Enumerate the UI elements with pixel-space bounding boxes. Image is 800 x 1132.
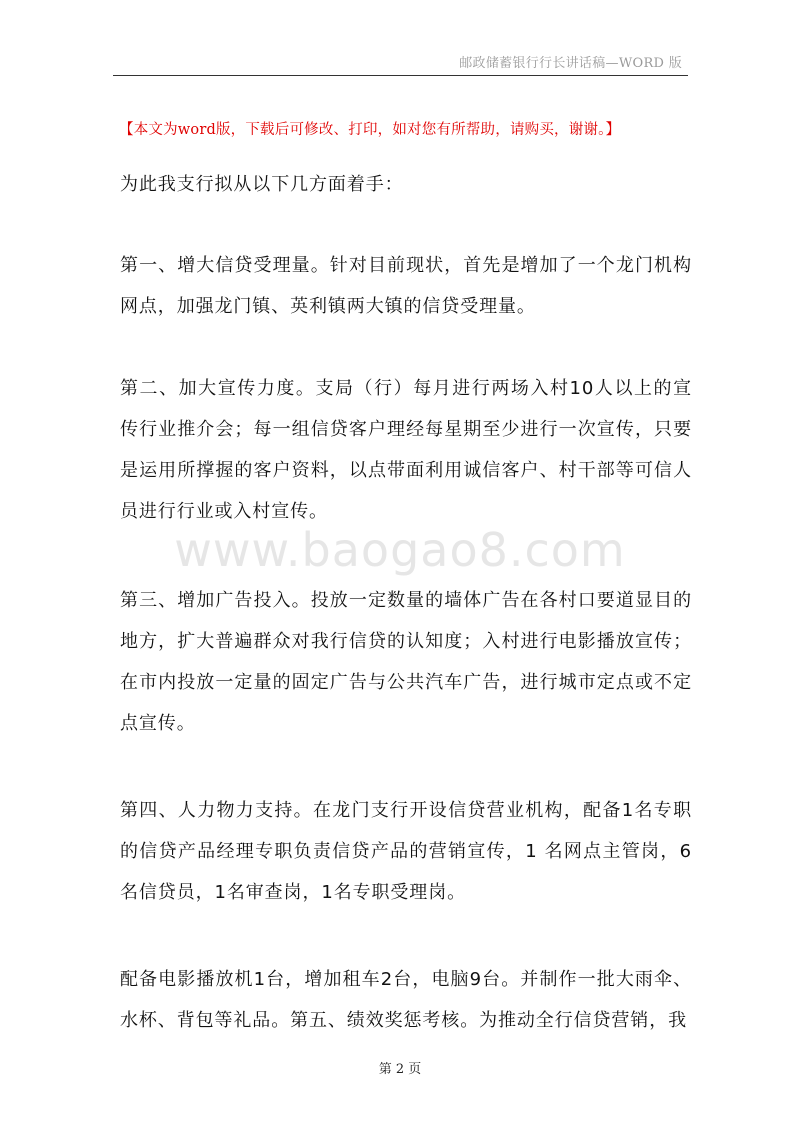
page-number: 第 2 页 bbox=[378, 1062, 422, 1077]
paragraph-third: 第三、增加广告投入。投放一定数量的墙体广告在各村口要道显目的地方，扩大普遍群众对我行信贷的认知度；入村进行电影播放宣传；在市内投放一定量的固定广告与公共汽车广告，进行城市定点或不定点宣传。 bbox=[120, 590, 692, 734]
paragraph-intro: 为此我支行拟从以下几方面着手： bbox=[120, 174, 404, 195]
paragraph-fifth: 配备电影播放机1台，增加租车2台，电脑9台。并制作一批大雨伞、水杯、背包等礼品。第五、绩效奖惩考核。为推动全行信贷营销，我 bbox=[120, 969, 692, 1031]
paragraph-fourth: 第四、人力物力支持。在龙门支行开设信贷营业机构，配备1名专职的信贷产品经理专职负责信贷产品的营销宣传，1 名网点主管岗，6名信贷员，1名审查岗，1名专职受理岗。 bbox=[120, 800, 692, 903]
page-header-title: 邮政储蓄银行行长讲话稿—WORD 版 bbox=[459, 56, 682, 71]
purchase-notice: 【本文为word版，下载后可修改、打印，如对您有所帮助，请购买，谢谢。】 bbox=[119, 122, 621, 138]
paragraph-first: 第一、增大信贷受理量。针对目前现状，首先是增加了一个龙门机构网点，加强龙门镇、英利镇两大镇的信贷受理量。 bbox=[120, 255, 692, 317]
watermark: www.baogao8.com bbox=[174, 523, 626, 577]
paragraph-second: 第二、加大宣传力度。支局（行）每月进行两场入村10人以上的宣传行业推介会；每一组信贷客户理经每星期至少进行一次宣传，只要是运用所撑握的客户资料，以点带面利用诚信客户、村干部等可信人员进行行业或入村宣传。 bbox=[120, 378, 692, 522]
header-divider bbox=[113, 75, 688, 76]
